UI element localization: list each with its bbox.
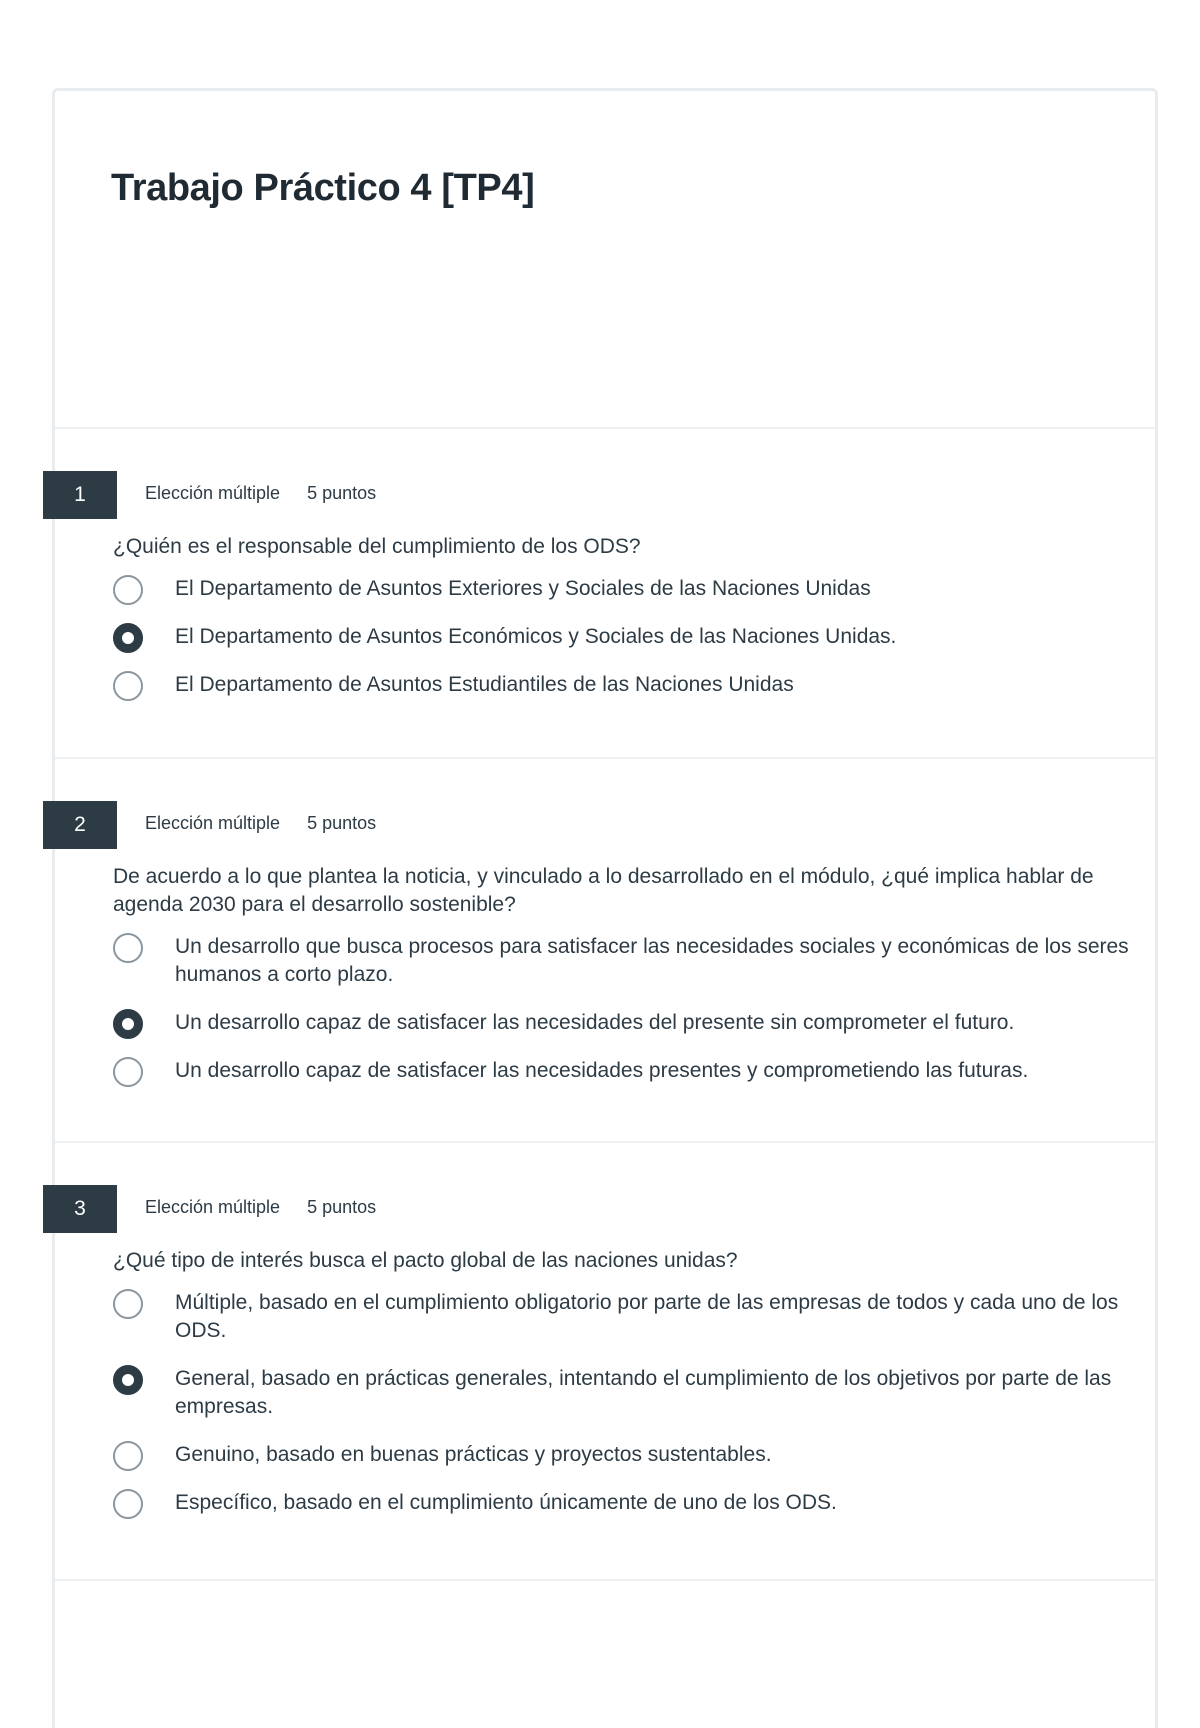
answer-option-label: El Departamento de Asuntos Económicos y Sociales de las Naciones Unidas.	[175, 625, 897, 648]
title-block	[55, 91, 1155, 429]
quiz-sheet	[52, 88, 1158, 1728]
radio-checked-icon[interactable]	[113, 623, 143, 653]
answer-option[interactable]	[113, 1365, 1135, 1421]
question-text: ¿Quién es el responsable del cumplimiento de los ODS?	[113, 535, 641, 558]
radio-unchecked-icon[interactable]	[113, 1289, 143, 1319]
question-number-badge: 2	[43, 801, 117, 849]
question-text: De acuerdo a lo que plantea la noticia, y vinculado a lo desarrollado en el módulo, ¿qué implica hablar de agenda 2030 para el desarrollo sostenible?	[113, 865, 1094, 916]
answer-option[interactable]	[113, 1009, 1135, 1037]
answer-option-label: El Departamento de Asuntos Estudiantiles de las Naciones Unidas	[175, 673, 794, 696]
question-type: Elección múltiple	[145, 1197, 281, 1217]
radio-checked-icon[interactable]	[113, 1365, 143, 1395]
answer-option[interactable]	[113, 671, 1135, 699]
question-points: 5 puntos	[307, 813, 377, 833]
answer-option-label: Específico, basado en el cumplimiento únicamente de uno de los ODS.	[175, 1491, 837, 1514]
question-points: 5 puntos	[307, 483, 377, 503]
question-3	[55, 1143, 1155, 1581]
question-meta	[145, 483, 376, 504]
answer-option-label: Un desarrollo capaz de satisfacer las necesidades del presente sin comprometer el futuro.	[175, 1011, 1015, 1034]
question-type: Elección múltiple	[145, 813, 281, 833]
question-1	[55, 429, 1155, 759]
question-type: Elección múltiple	[145, 483, 281, 503]
answer-option[interactable]	[113, 575, 1135, 603]
answer-option-label: El Departamento de Asuntos Exteriores y Sociales de las Naciones Unidas	[175, 577, 871, 600]
answer-option[interactable]	[113, 623, 1135, 651]
radio-unchecked-icon[interactable]	[113, 1441, 143, 1471]
answer-option[interactable]	[113, 933, 1135, 989]
question-points: 5 puntos	[307, 1197, 377, 1217]
question-meta	[145, 813, 376, 834]
question-text: ¿Qué tipo de interés busca el pacto global de las naciones unidas?	[113, 1249, 738, 1272]
answer-option[interactable]	[113, 1289, 1135, 1345]
answer-option[interactable]	[113, 1489, 1135, 1517]
answer-option-label: General, basado en prácticas generales, intentando el cumplimiento de los objetivos por parte de las empresas.	[175, 1367, 1112, 1418]
answer-option-label: Múltiple, basado en el cumplimiento obligatorio por parte de las empresas de todos y cada uno de los ODS.	[175, 1291, 1119, 1342]
page-title: Trabajo Práctico 4 [TP4]	[111, 167, 535, 209]
answer-option[interactable]	[113, 1057, 1135, 1085]
question-2	[55, 759, 1155, 1143]
question-meta	[145, 1197, 376, 1218]
answer-option-label: Un desarrollo capaz de satisfacer las necesidades presentes y comprometiendo las futuras.	[175, 1059, 1029, 1082]
answer-option[interactable]	[113, 1441, 1135, 1469]
answer-option-label: Genuino, basado en buenas prácticas y proyectos sustentables.	[175, 1443, 772, 1466]
radio-unchecked-icon[interactable]	[113, 1057, 143, 1087]
radio-checked-icon[interactable]	[113, 1009, 143, 1039]
radio-unchecked-icon[interactable]	[113, 575, 143, 605]
question-number-badge: 3	[43, 1185, 117, 1233]
radio-unchecked-icon[interactable]	[113, 1489, 143, 1519]
radio-unchecked-icon[interactable]	[113, 933, 143, 963]
question-number-badge: 1	[43, 471, 117, 519]
answer-option-label: Un desarrollo que busca procesos para satisfacer las necesidades sociales y económicas de los seres humanos a corto plazo.	[175, 935, 1129, 986]
radio-unchecked-icon[interactable]	[113, 671, 143, 701]
